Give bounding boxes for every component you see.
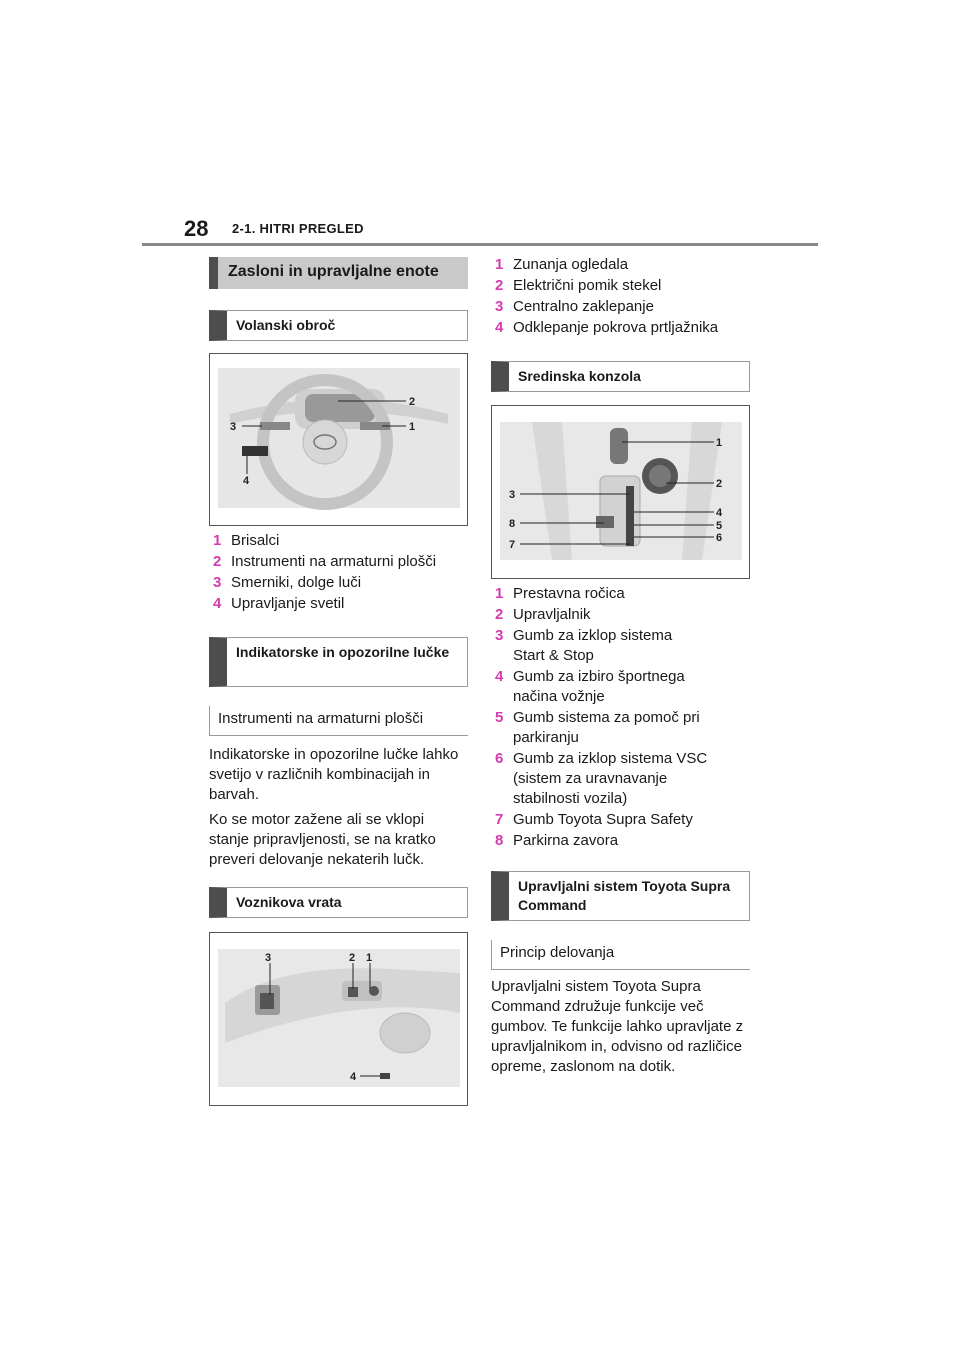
list-item: 2 Instrumenti na armaturni plošči bbox=[213, 553, 437, 570]
callout-4: 4 bbox=[243, 475, 250, 487]
command-para: Upravljalni sistem Toyota Supra Command združuje funkcije več gumbov. Te funkcije lahko upravljate z upravljalnikom in, odvisno od različice opreme, zaslonom na dotik. bbox=[491, 978, 744, 1075]
console-title: Sredinska konzola bbox=[491, 361, 750, 392]
list-item: 3 Gumb za izklop sistema Start & Stop bbox=[495, 627, 673, 664]
callout-2: 2 bbox=[409, 396, 416, 408]
list-item: 8 Parkirna zavora bbox=[495, 832, 619, 849]
callout-1: 1 bbox=[409, 421, 416, 433]
callout-6: 6 bbox=[716, 532, 723, 544]
indicators-title: Indikatorske in opozorilne lučke bbox=[209, 637, 468, 687]
indicators-subhead: Instrumenti na armaturni plošči bbox=[209, 706, 468, 736]
list-item: 2 Upravljalnik bbox=[495, 606, 591, 623]
indicators-para-2: Ko se motor zažene ali se vklopi stanje pripravljenosti, se na kratko preveri delovanje nekaterih lučk. bbox=[209, 811, 436, 868]
command-title: Upravljalni sistem Toyota Supra Command bbox=[491, 871, 750, 921]
door-list bbox=[491, 255, 751, 339]
callout-4: 4 bbox=[716, 507, 723, 519]
indicators-para-1: Indikatorske in opozorilne lučke lahko svetijo v različnih kombinacijah in barvah. bbox=[209, 746, 459, 803]
steering-list bbox=[209, 531, 467, 615]
list-item: 7 Gumb Toyota Supra Safety bbox=[495, 811, 693, 828]
callout-3: 3 bbox=[265, 952, 272, 964]
steering-title: Volanski obroč bbox=[209, 310, 468, 341]
list-item: 1 Brisalci bbox=[213, 532, 280, 549]
section-title: Zasloni in upravljalne enote bbox=[209, 257, 468, 289]
callout-3: 3 bbox=[509, 489, 516, 501]
callout-8: 8 bbox=[509, 518, 516, 530]
list-item: 2 Električni pomik stekel bbox=[495, 277, 662, 294]
chapter-title: 2-1. HITRI PREGLED bbox=[232, 221, 364, 236]
list-item: 1 Zunanja ogledala bbox=[495, 256, 629, 273]
list-item: 4 Upravljanje svetil bbox=[213, 595, 345, 612]
callout-3: 3 bbox=[230, 421, 237, 433]
list-item: 6 Gumb za izklop sistema VSC (sistem za uravnavanje stabilnosti vozila) bbox=[495, 750, 708, 807]
callout-1: 1 bbox=[366, 952, 373, 964]
list-item: 4 Gumb za izbiro športnega načina vožnje bbox=[495, 668, 685, 705]
console-figure bbox=[491, 405, 750, 579]
callout-7: 7 bbox=[509, 539, 516, 551]
command-subhead: Princip delovanja bbox=[491, 940, 750, 970]
callout-1: 1 bbox=[716, 437, 723, 449]
callout-4: 4 bbox=[350, 1071, 357, 1083]
list-item: 1 Prestavna ročica bbox=[495, 585, 625, 602]
callout-5: 5 bbox=[716, 520, 723, 532]
list-item: 3 Centralno zaklepanje bbox=[495, 298, 654, 315]
list-item: 3 Smerniki, dolge luči bbox=[213, 574, 362, 591]
console-list bbox=[491, 584, 751, 852]
callout-2: 2 bbox=[716, 478, 723, 490]
door-title: Voznikova vrata bbox=[209, 887, 468, 918]
page-number: 28 bbox=[184, 216, 209, 241]
steering-figure bbox=[209, 353, 468, 526]
callout-2: 2 bbox=[349, 952, 356, 964]
list-item: 5 Gumb sistema za pomoč pri parkiranju bbox=[495, 709, 700, 746]
door-figure bbox=[209, 932, 468, 1106]
list-item: 4 Odklepanje pokrova prtljažnika bbox=[495, 319, 719, 336]
header-divider bbox=[142, 243, 818, 246]
